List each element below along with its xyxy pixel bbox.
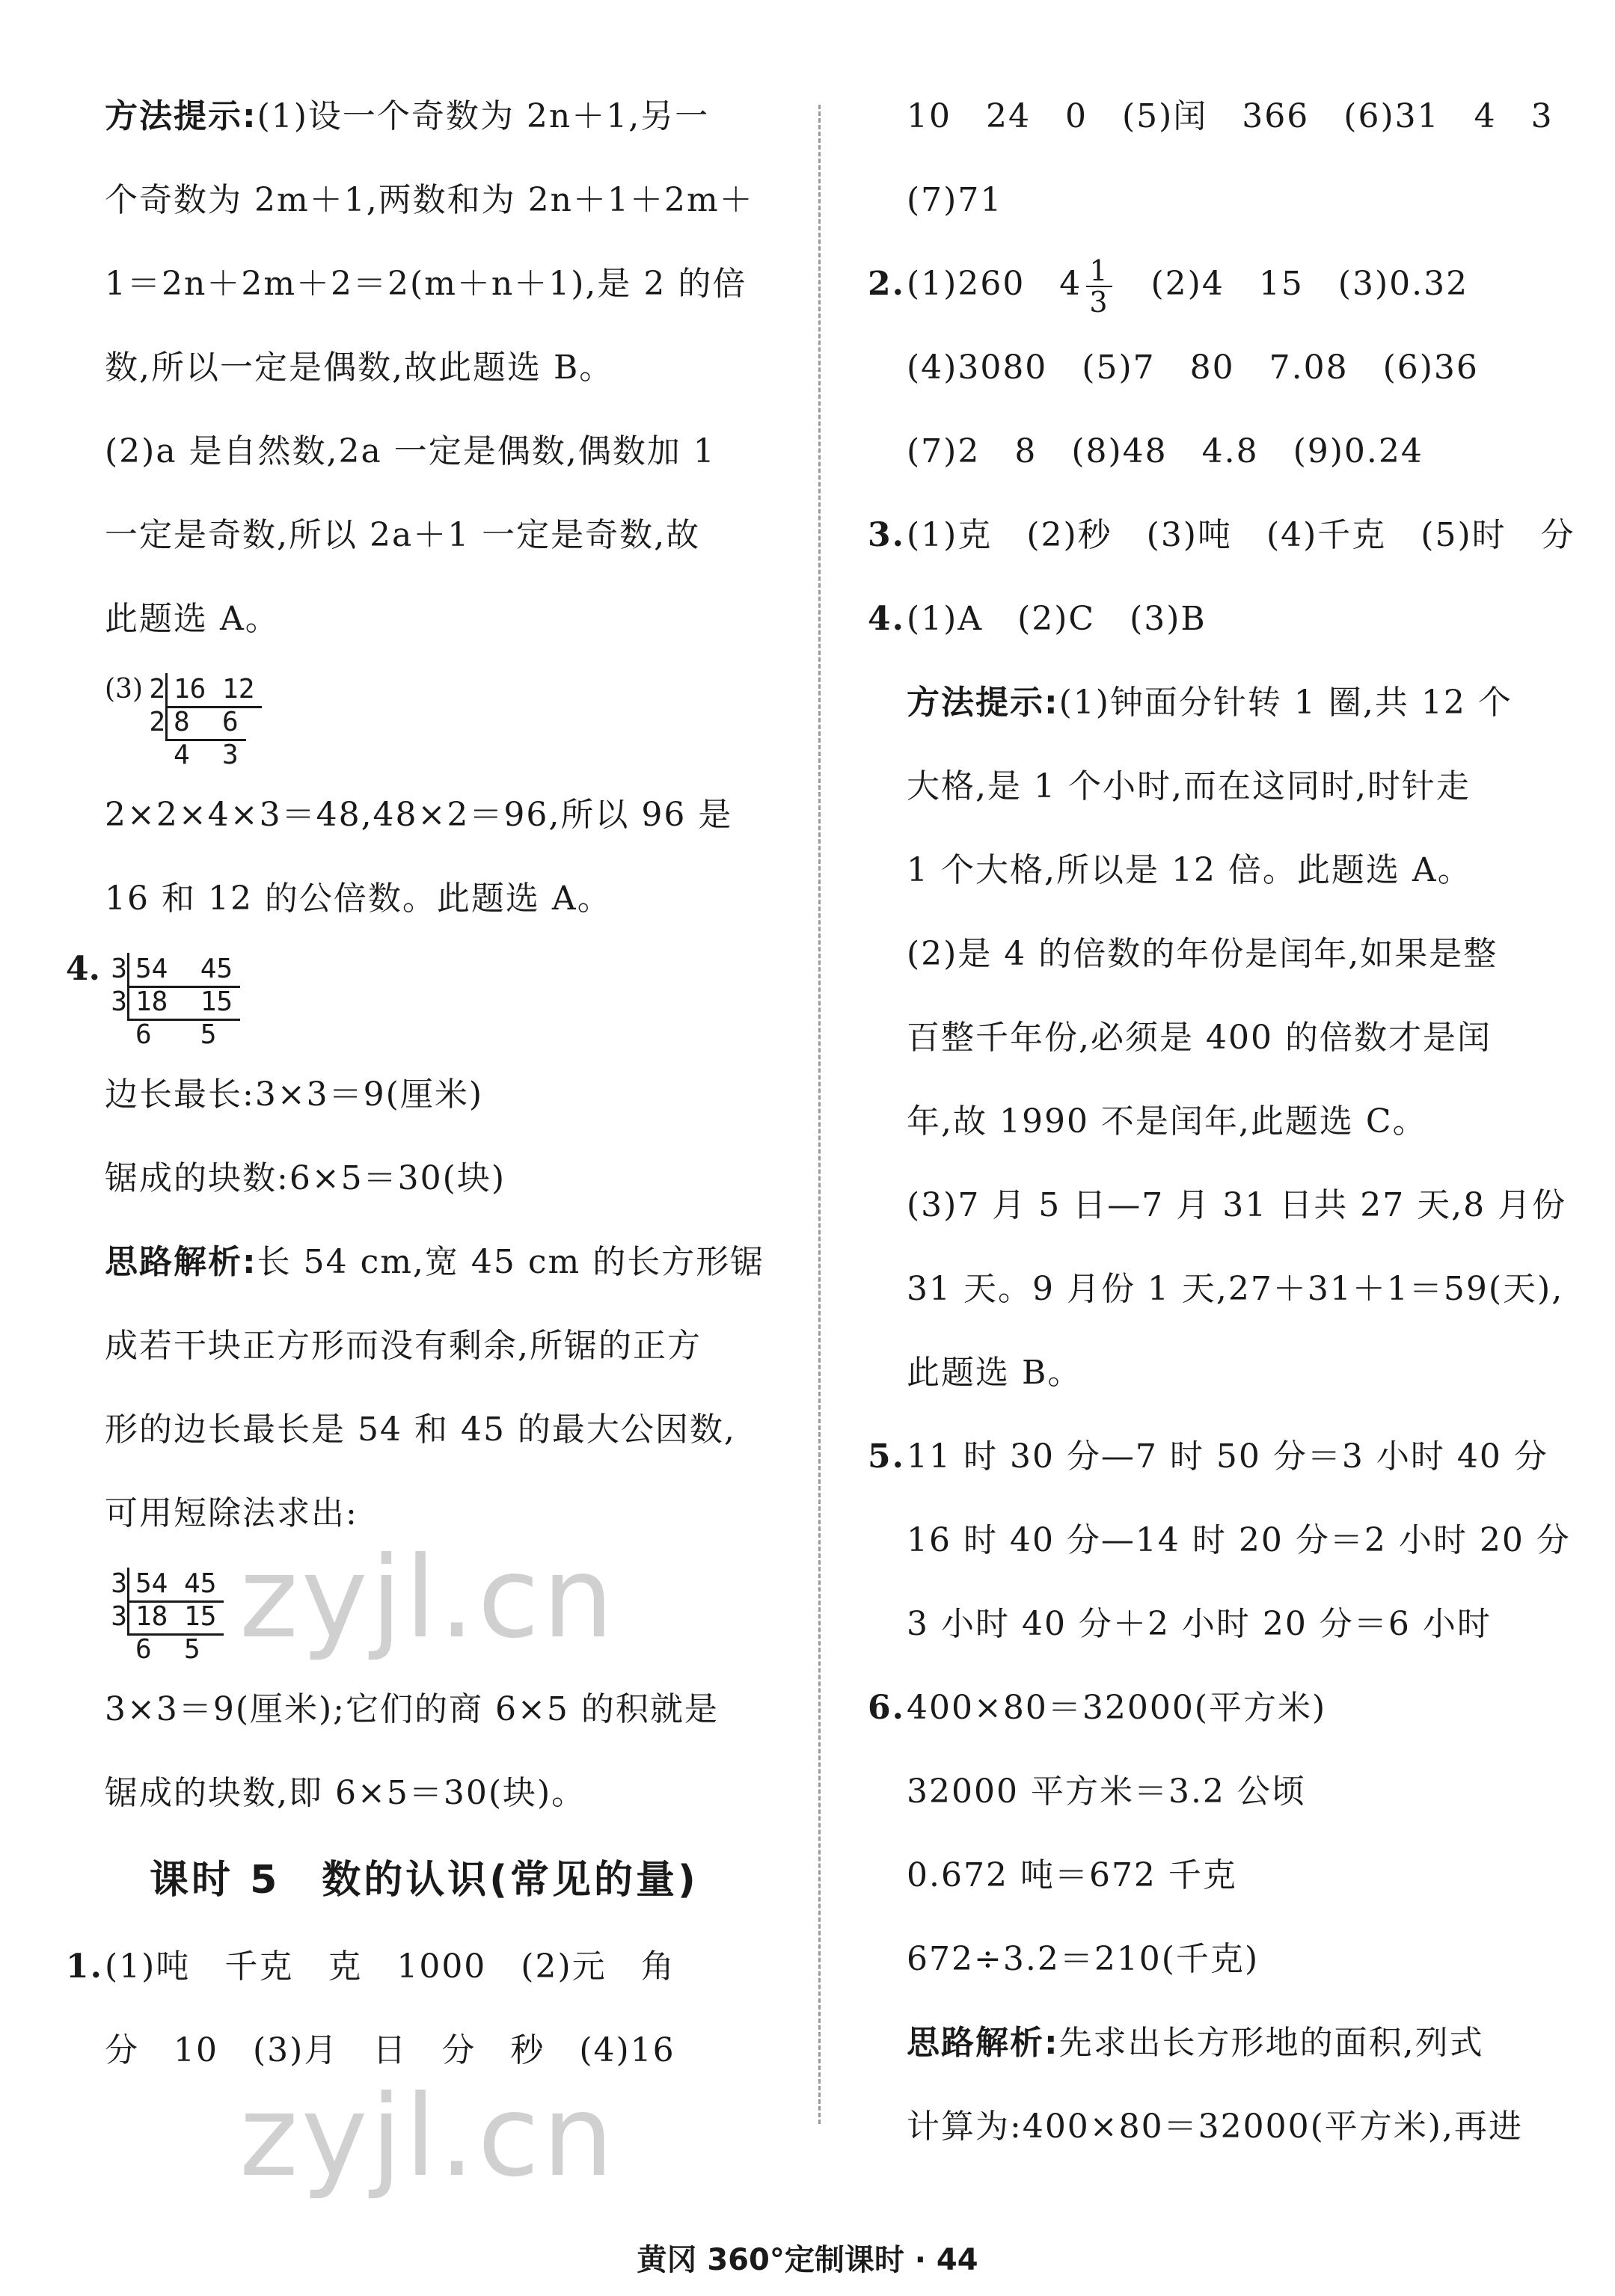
method-hint-label: 方法提示: xyxy=(907,684,1059,722)
text-line: 百整千年份,必须是 400 的倍数才是闰 xyxy=(907,1019,1492,1057)
text-line: 长 54 cm,宽 45 cm 的长方形锯 xyxy=(257,1243,765,1281)
text-line: 16 时 40 分—14 时 20 分＝2 小时 20 分 xyxy=(907,1521,1571,1559)
text-line: (4)3080 (5)7 80 7.08 (6)36 xyxy=(907,349,1479,387)
question-4-division xyxy=(66,941,778,1053)
analysis-line xyxy=(105,1221,778,1304)
analysis-label: 思路解析: xyxy=(105,1243,257,1281)
page-footer: 黄冈 360°定制课时 · 44 xyxy=(637,2243,978,2277)
divisor: 3 xyxy=(111,986,127,1017)
quotient-row: 8 6 xyxy=(165,706,246,741)
divisor: 2 xyxy=(149,707,165,737)
quotient-row: 18 15 xyxy=(127,1600,224,1636)
short-division xyxy=(105,953,240,1052)
denominator: 3 xyxy=(1089,285,1109,319)
dividend-row: 54 45 xyxy=(127,953,240,988)
dividend-row: 16 12 xyxy=(165,673,262,708)
text-line: 一定是奇数,所以 2a＋1 一定是奇数,故 xyxy=(105,516,701,554)
text-line: 先求出长方形地的面积,列式 xyxy=(1058,2024,1484,2062)
text-line: 年,故 1990 不是闰年,此题选 C。 xyxy=(907,1102,1427,1141)
text-line: 31 天。9 月份 1 天,27＋31＋1＝59(天), xyxy=(907,1270,1564,1308)
watermark: zyjl.cn xyxy=(239,1533,617,1663)
text-line: 此题选 B。 xyxy=(907,1354,1082,1392)
question-5-line xyxy=(868,1415,1571,1499)
question-number: 3. xyxy=(868,516,905,554)
text-line: (2)a 是自然数,2a 一定是偶数,偶数加 1 xyxy=(105,432,716,470)
text-line: (2)4 15 (3)0.32 xyxy=(1116,265,1469,303)
analysis-label: 思路解析: xyxy=(907,2024,1059,2062)
question-number: 4. xyxy=(66,950,100,988)
text-line: 锯成的块数:6×5＝30(块) xyxy=(105,1159,506,1197)
question-number: 5. xyxy=(868,1437,905,1476)
text-line: (1)吨 千克 克 1000 (2)元 角 xyxy=(105,1947,675,1986)
text-line: 1＝2n＋2m＋2＝2(m＋n＋1),是 2 的倍 xyxy=(105,265,747,303)
left-column xyxy=(66,75,778,2093)
text-line: (2)是 4 的倍数的年份是闰年,如果是整 xyxy=(907,935,1498,973)
text-line: (1)克 (2)秒 (3)吨 (4)千克 (5)时 分 xyxy=(907,516,1575,554)
text-line: 10 24 0 (5)闰 366 (6)31 4 3 xyxy=(907,97,1554,135)
text-line: (1)260 4 xyxy=(907,265,1082,303)
question-number: 4. xyxy=(868,600,905,638)
right-column xyxy=(868,75,1575,2169)
question-number: 6. xyxy=(868,1689,905,1727)
text-line: (1)A (2)C (3)B xyxy=(907,600,1207,638)
text-line: 此题选 A。 xyxy=(105,600,280,638)
numerator: 1 xyxy=(1086,256,1112,287)
text-line: (7)2 8 (8)48 4.8 (9)0.24 xyxy=(907,432,1424,470)
method-hint-line xyxy=(105,75,778,159)
fraction xyxy=(1086,256,1112,317)
divisor: 3 xyxy=(111,1568,127,1599)
text-line: 形的边长最长是 54 和 45 的最大公因数, xyxy=(105,1411,736,1449)
text-line: (7)71 xyxy=(907,181,1003,219)
dividend-row: 54 45 xyxy=(127,1568,224,1603)
text-line: 1 个大格,所以是 12 倍。此题选 A。 xyxy=(907,851,1472,889)
question-number: 1. xyxy=(66,1947,103,1986)
short-division xyxy=(143,673,262,772)
result-row: 6 5 xyxy=(135,1019,217,1050)
text-line: 成若干块正方形而没有剩余,所锯的正方 xyxy=(105,1327,702,1365)
text-line: 3×3＝9(厘米);它们的商 6×5 的积就是 xyxy=(105,1690,719,1728)
result-row: 4 3 xyxy=(174,740,239,770)
text-line: 11 时 30 分—7 时 50 分＝3 小时 40 分 xyxy=(907,1437,1548,1476)
short-division-block xyxy=(105,661,778,773)
text-line: (1)钟面分针转 1 圈,共 12 个 xyxy=(1058,684,1513,722)
question-number: 2. xyxy=(868,265,905,303)
method-hint-line xyxy=(868,661,1571,745)
text-line: 400×80＝32000(平方米) xyxy=(907,1689,1327,1727)
method-hint-label: 方法提示: xyxy=(105,97,257,135)
text-line: 0.672 吨＝672 千克 xyxy=(907,1856,1237,1894)
text-line: 大格,是 1 个小时,而在这同时,时针走 xyxy=(907,767,1471,805)
analysis-line xyxy=(868,2001,1571,2085)
question-3-line xyxy=(868,494,1575,577)
divisor: 2 xyxy=(149,674,165,705)
text-line: (1)设一个奇数为 2n＋1,另一 xyxy=(257,97,710,135)
text-line: 3 小时 40 分＋2 小时 20 分＝6 小时 xyxy=(907,1605,1492,1643)
text-line: 16 和 12 的公倍数。此题选 A。 xyxy=(105,880,612,918)
quotient-row: 18 15 xyxy=(127,986,240,1021)
question-2-line xyxy=(868,242,1571,326)
text-line: 锯成的块数,即 6×5＝30(块)。 xyxy=(105,1774,586,1812)
text-line: 数,所以一定是偶数,故此题选 B。 xyxy=(105,349,614,387)
divisor: 3 xyxy=(111,954,127,984)
text-line: 个奇数为 2m＋1,两数和为 2n＋1＋2m＋ xyxy=(105,181,754,219)
result-row: 6 5 xyxy=(135,1634,200,1665)
text-line: 672÷3.2＝210(千克) xyxy=(907,1940,1260,1978)
section-title: 课时 5 数的认识(常见的量) xyxy=(150,1858,699,1903)
question-4-line xyxy=(868,577,1571,661)
divisor: 3 xyxy=(111,1601,127,1632)
column-divider xyxy=(818,105,821,2124)
question-1-line xyxy=(66,1925,778,2009)
text-line: 分 10 (3)月 日 分 秒 (4)16 xyxy=(105,2031,675,2069)
watermark: zyjl.cn xyxy=(239,2072,617,2202)
text-line: 边长最长:3×3＝9(厘米) xyxy=(105,1075,484,1114)
question-6-line xyxy=(868,1666,1571,1750)
text-line: 计算为:400×80＝32000(平方米),再进 xyxy=(907,2108,1523,2146)
sub-question-label: (3) xyxy=(105,674,143,705)
text-line: (3)7 月 5 日—7 月 31 日共 27 天,8 月份 xyxy=(907,1186,1567,1224)
short-division xyxy=(105,1568,224,1666)
text-line: 2×2×4×3＝48,48×2＝96,所以 96 是 xyxy=(105,796,733,834)
text-line: 32000 平方米＝3.2 公顷 xyxy=(907,1772,1306,1811)
text-line: 可用短除法求出: xyxy=(105,1494,358,1532)
